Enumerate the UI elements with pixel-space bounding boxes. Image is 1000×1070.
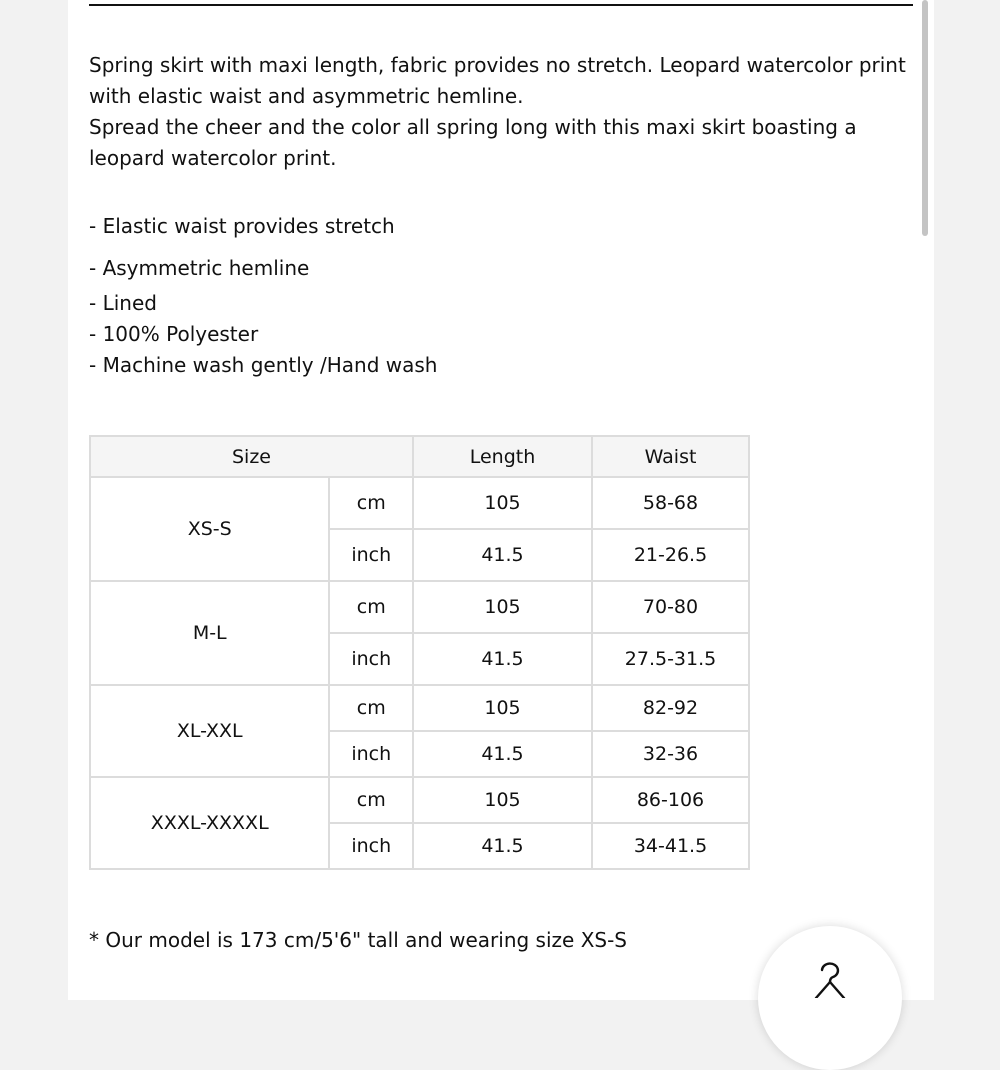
length-cell: 105 xyxy=(413,477,592,529)
unit-cell: inch xyxy=(329,529,413,581)
unit-cell: cm xyxy=(329,777,413,823)
waist-cell: 21-26.5 xyxy=(592,529,749,581)
waist-cell: 70-80 xyxy=(592,581,749,633)
size-cell: M-L xyxy=(90,581,329,685)
model-size-note: * Our model is 173 cm/5'6" tall and wearing size XS-S xyxy=(89,928,627,952)
header-length: Length xyxy=(413,436,592,477)
description-paragraph-2: Spread the cheer and the color all spring long with this maxi skirt boasting a leopard watercolor print. xyxy=(89,115,857,170)
feature-list xyxy=(89,211,437,381)
unit-cell: inch xyxy=(329,823,413,869)
scrollbar-thumb[interactable] xyxy=(922,0,928,236)
feature-item: - Elastic waist provides stretch xyxy=(89,214,395,238)
waist-cell: 58-68 xyxy=(592,477,749,529)
unit-cell: inch xyxy=(329,731,413,777)
length-cell: 41.5 xyxy=(413,823,592,869)
feature-item: - Machine wash gently /Hand wash xyxy=(89,353,438,377)
length-cell: 41.5 xyxy=(413,633,592,685)
divider xyxy=(89,4,913,6)
table-row xyxy=(90,581,749,633)
size-cell: XL-XXL xyxy=(90,685,329,777)
table-row xyxy=(90,777,749,823)
description-paragraph-1: Spring skirt with maxi length, fabric provides no stretch. Leopard watercolor print with elastic waist and asymmetric hemline. xyxy=(89,53,906,108)
size-cell: XXXL-XXXXL xyxy=(90,777,329,869)
feature-item: - 100% Polyester xyxy=(89,322,259,346)
wardrobe-button[interactable] xyxy=(758,926,902,1070)
feature-item: - Lined xyxy=(89,291,157,315)
waist-cell: 32-36 xyxy=(592,731,749,777)
table-row xyxy=(90,477,749,529)
unit-cell: cm xyxy=(329,477,413,529)
header-size: Size xyxy=(90,436,413,477)
waist-cell: 27.5-31.5 xyxy=(592,633,749,685)
unit-cell: inch xyxy=(329,633,413,685)
product-description xyxy=(89,50,909,174)
waist-cell: 82-92 xyxy=(592,685,749,731)
hanger-icon xyxy=(812,962,848,998)
header-waist: Waist xyxy=(592,436,749,477)
length-cell: 41.5 xyxy=(413,731,592,777)
length-cell: 105 xyxy=(413,581,592,633)
length-cell: 41.5 xyxy=(413,529,592,581)
table-header-row xyxy=(90,436,749,477)
unit-cell: cm xyxy=(329,581,413,633)
length-cell: 105 xyxy=(413,777,592,823)
size-cell: XS-S xyxy=(90,477,329,581)
waist-cell: 86-106 xyxy=(592,777,749,823)
table-row xyxy=(90,685,749,731)
unit-cell: cm xyxy=(329,685,413,731)
length-cell: 105 xyxy=(413,685,592,731)
feature-item: - Asymmetric hemline xyxy=(89,256,310,280)
waist-cell: 34-41.5 xyxy=(592,823,749,869)
size-chart-table xyxy=(89,435,750,870)
